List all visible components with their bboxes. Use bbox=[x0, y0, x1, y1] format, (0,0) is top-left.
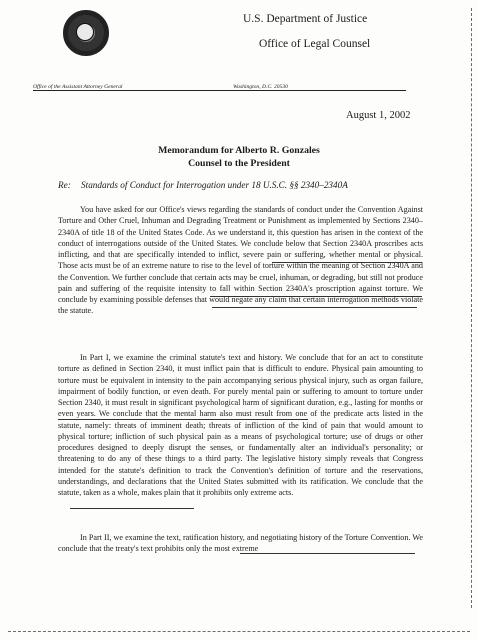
body-paragraph-3: In Part II, we examine the text, ratification history, and negotiating history of the Torture Convention. We conclude that the treaty's text prohibits only the most extreme bbox=[58, 533, 423, 554]
body-paragraph-1: You have asked for our Office's views regarding the standards of conduct under the Convention Against Torture and Other Cruel, Inhuman and Degrading Treatment or Punishment as implemented by Sections 2340–2340A of title 18 of the United States Code. As we understand it, this question has arisen in the context of the conduct of interrogations outside of the United States. We conclude below that Section 2340A proscribes acts inflicting, and that are specifically intended to inflict, severe pain or suffering, whether mental or physical. Those acts must be of an extreme nature to rise to the level of torture within the meaning of Section 2340A and the Convention. We further conclude that certain acts may be cruel, inhuman, or degrading, but still not produce pain and suffering of the requisite intensity to fall within Section 2340A's proscription against torture. We conclude by examining possible defenses that would negate any claim that certain interrogation methods violate the statute. bbox=[58, 205, 423, 316]
subject-label: Re: bbox=[58, 180, 71, 190]
memo-date: August 1, 2002 bbox=[346, 110, 411, 121]
handwritten-underline bbox=[70, 508, 194, 509]
office-name: Office of Legal Counsel bbox=[259, 38, 371, 50]
scan-edge-right bbox=[471, 8, 472, 608]
subject-text: Standards of Conduct for Interrogation under 18 U.S.C. §§ 2340–2340A bbox=[81, 180, 348, 190]
handwritten-underline bbox=[58, 419, 308, 420]
handwritten-underline bbox=[212, 307, 417, 308]
memo-title: Memorandum for Alberto R. Gonzales bbox=[158, 145, 320, 156]
subject-line bbox=[58, 180, 348, 190]
handwritten-underline bbox=[210, 296, 422, 297]
office-of-line: Office of the Assistant Attorney General bbox=[33, 84, 123, 90]
header-rule bbox=[33, 90, 406, 91]
doj-seal-icon bbox=[63, 10, 109, 56]
memo-subtitle: Counsel to the President bbox=[188, 158, 290, 169]
body-paragraph-2: In Part I, we examine the criminal statute's text and history. We conclude that for an act to constitute torture as defined in Section 2340, it must inflict pain that is difficult to endure. Physical pain amounting to torture must be equivalent in intensity to the pain accompanying serious physical injury, such as organ failure, impairment of bodily function, or even death. For purely mental pain or suffering to amount to torture under Section 2340, it must result in significant psychological harm of significant duration, e.g., lasting for months or even years. We conclude that the mental harm also must result from one of the predicate acts listed in the statute, namely: threats of imminent death; threats of infliction of the kind of pain that would amount to physical torture; infliction of such physical pain as a means of psychological torture; use of drugs or other procedures designed to deeply disrupt the senses, or fundamentally alter an individual's personality; or threatening to do any of these things to a third party. The legislative history simply reveals that Congress intended for the statute's definition to track the Convention's definition of torture and the reservations, understandings, and declarations that the United States submitted with its ratification. We conclude that the statute, taken as a whole, makes plain that it prohibits only extreme acts. bbox=[58, 353, 423, 497]
department-name: U.S. Department of Justice bbox=[243, 13, 368, 25]
scan-edge-bottom bbox=[8, 631, 470, 632]
handwritten-underline bbox=[272, 262, 422, 263]
location-line: Washington, D.C. 20530 bbox=[233, 84, 288, 90]
handwritten-underline bbox=[240, 553, 415, 554]
